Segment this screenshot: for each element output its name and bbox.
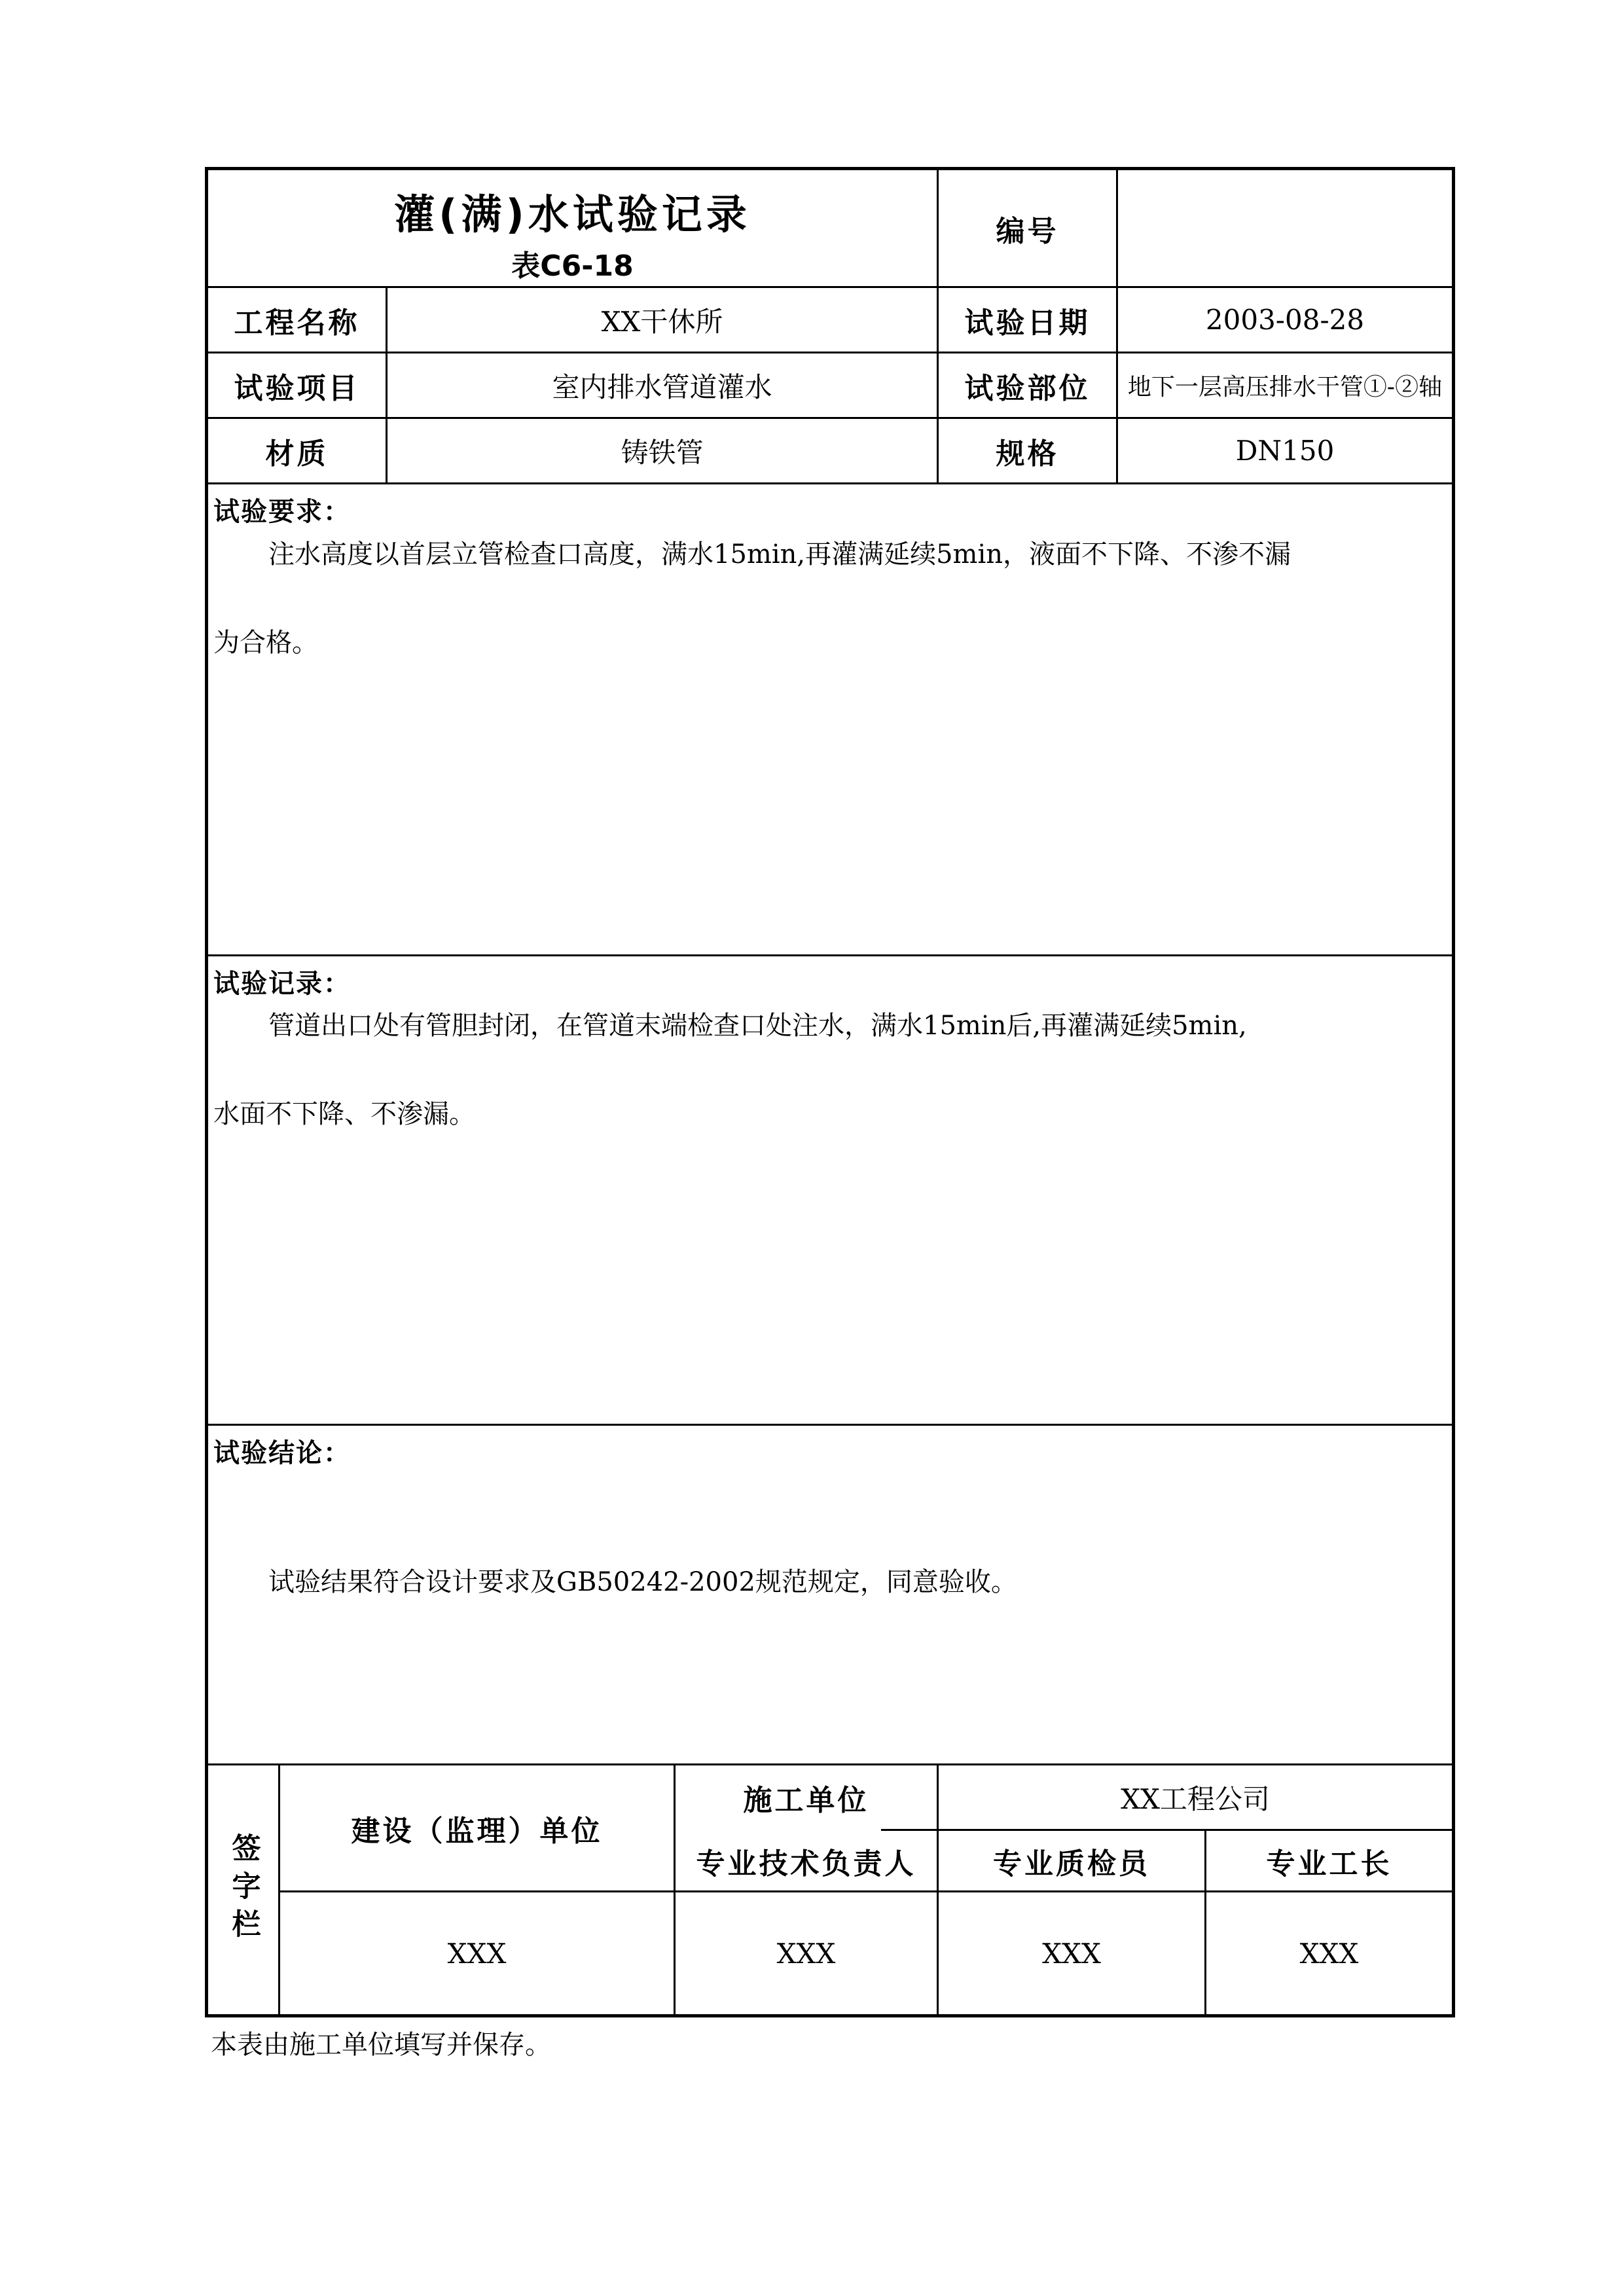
rule bbox=[208, 954, 1452, 956]
number-value bbox=[1118, 170, 1452, 286]
form-code: 表C6-18 bbox=[511, 249, 634, 283]
owner-unit-label: 建设（监理）单位 bbox=[351, 1814, 603, 1848]
tech-lead-signature: XXX bbox=[776, 1937, 836, 1970]
record-line-2: 水面不下降、不渗漏。 bbox=[213, 1099, 475, 1129]
rule bbox=[208, 482, 1452, 484]
test-item-label: 试验项目 bbox=[234, 371, 360, 405]
contractor-label: 施工单位 bbox=[743, 1783, 869, 1817]
foreman-label: 专业工长 bbox=[1266, 1847, 1392, 1881]
record-line-1: 管道出口处有管胆封闭，在管道末端检查口处注水，满水15min后,再灌满延续5min, bbox=[268, 1011, 1247, 1041]
signature-column-label bbox=[208, 1765, 278, 2014]
test-location-label: 试验部位 bbox=[964, 371, 1091, 405]
test-date-value: 2003-08-28 bbox=[1205, 304, 1365, 336]
owner-signature: XXX bbox=[447, 1937, 507, 1970]
foreman-signature: XXX bbox=[1299, 1937, 1359, 1970]
footer-note: 本表由施工单位填写并保存。 bbox=[211, 2030, 551, 2060]
tech-lead-label: 专业技术负责人 bbox=[696, 1847, 916, 1881]
signature-column-text: 签字栏 bbox=[226, 1833, 261, 1947]
test-location-value: 地下一层高压排水干管①-②轴 bbox=[1127, 374, 1443, 401]
requirements-line-2: 为合格。 bbox=[213, 628, 318, 658]
qc-inspector-label: 专业质检员 bbox=[993, 1847, 1150, 1881]
test-item-value: 室内排水管道灌水 bbox=[552, 370, 772, 403]
record-title: 试验记录： bbox=[213, 969, 351, 999]
requirements-line-1: 注水高度以首层立管检查口高度，满水15min,再灌满延续5min，液面不下降、不渗不漏 bbox=[268, 539, 1291, 569]
project-name-label: 工程名称 bbox=[234, 306, 360, 340]
requirements-title: 试验要求： bbox=[213, 497, 351, 527]
qc-inspector-signature: XXX bbox=[1042, 1937, 1101, 1970]
conclusion-title: 试验结论： bbox=[213, 1438, 351, 1468]
form-title: 灌(满)水试验记录 bbox=[394, 190, 751, 238]
material-value: 铸铁管 bbox=[621, 436, 704, 469]
number-label: 编号 bbox=[996, 214, 1059, 248]
material-label: 材质 bbox=[265, 437, 329, 471]
spec-value: DN150 bbox=[1235, 435, 1335, 467]
contractor-value: XX工程公司 bbox=[1121, 1782, 1270, 1815]
project-name-value: XX干休所 bbox=[601, 305, 723, 338]
test-record-form bbox=[205, 167, 1455, 2017]
conclusion-line-1: 试验结果符合设计要求及GB50242-2002规范规定，同意验收。 bbox=[268, 1567, 1017, 1597]
rule bbox=[208, 1424, 1452, 1426]
test-date-label: 试验日期 bbox=[964, 306, 1091, 340]
spec-label: 规格 bbox=[996, 437, 1059, 471]
